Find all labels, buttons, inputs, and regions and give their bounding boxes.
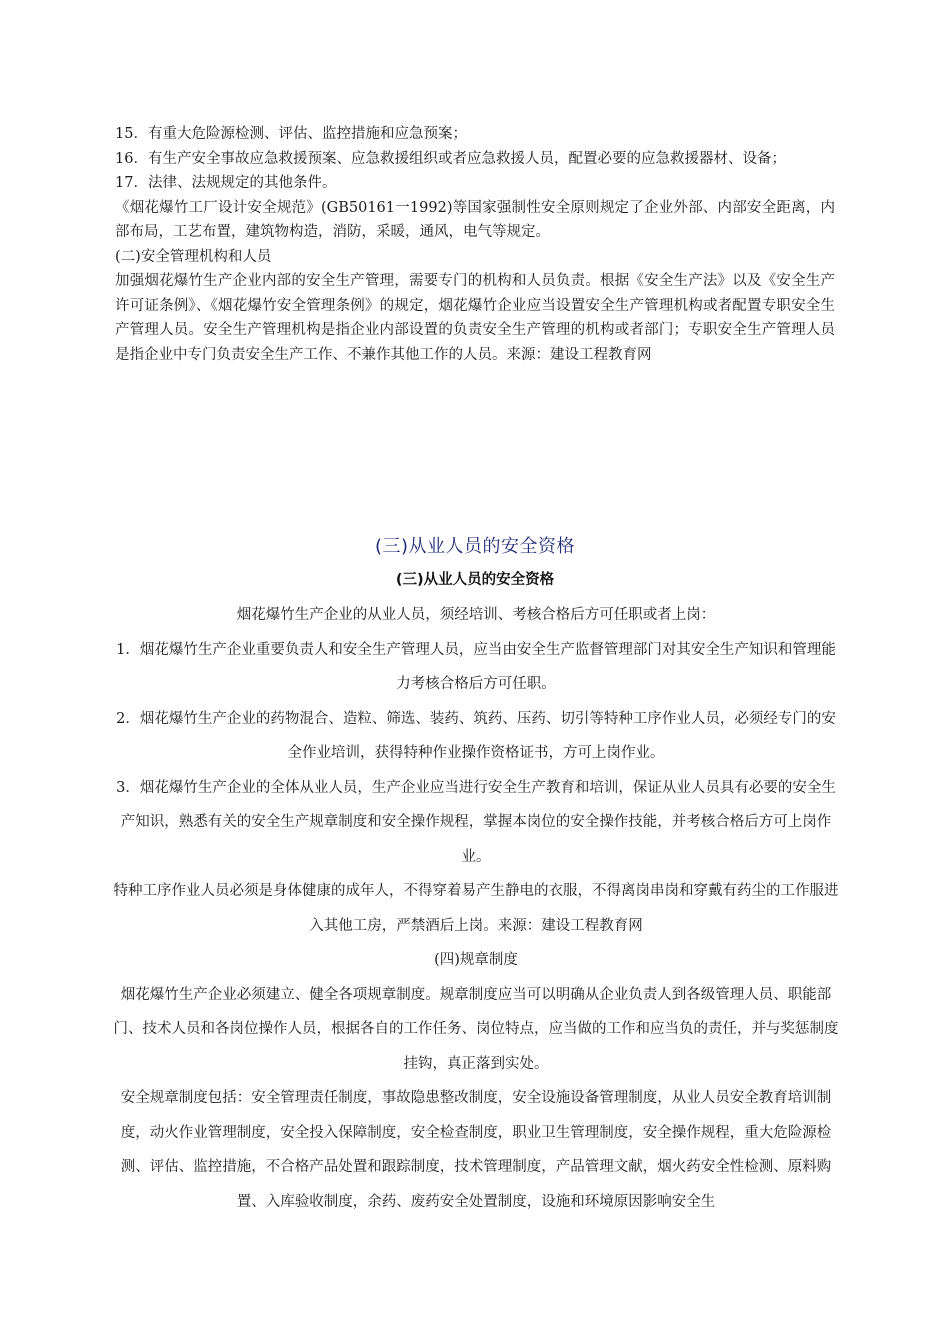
section-title-rules: (四)规章制度 bbox=[434, 952, 518, 968]
section-heading-sub: (三)从业人员的安全资格 bbox=[395, 572, 555, 588]
paragraph-item-3: 3．烟花爆竹生产企业的全体从业人员，生产企业应当进行安全生产教育和培训，保证从业人员具有必要的安全生产知识，熟悉有关的安全生产规章制度和安全操作规程，掌握本岗位的安全操作技能，并考核合格后方可上岗作业。 bbox=[116, 779, 836, 865]
paragraph-item-15: 15．有重大危险源检测、评估、监控措施和应急预案； bbox=[115, 126, 467, 142]
section-title-management-org: (二)安全管理机构和人员 bbox=[115, 248, 272, 265]
paragraph-item-2: 2．烟花爆竹生产企业的药物混合、造粒、筛选、装药、筑药、压药、切引等特种工序作业人员，必须经专门的安全作业培训，获得特种作业操作资格证书，方可上岗作业。 bbox=[116, 710, 836, 761]
paragraph-rules: 烟花爆竹生产企业必须建立、健全各项规章制度。规章制度应当可以明确从企业负责人到各级管理人员、职能部门、技术人员和各岗位操作人员，根据各自的工作任务、岗位特点，应当做的工作和应当负的责任，并与奖惩制度挂钩，真正落到实处。 bbox=[113, 986, 839, 1072]
paragraph-special-workers: 特种工序作业人员必须是身体健康的成年人，不得穿着易产生静电的衣服，不得离岗串岗和穿戴有药尘的工作服进入其他工房，严禁酒后上岗。来源：建设工程教育网 bbox=[113, 883, 839, 934]
paragraph-item-16: 16．有生产安全事故应急救援预案、应急救援组织或者应急救援人员，配置必要的应急救援器材、设备； bbox=[115, 150, 786, 167]
paragraph-item-17: 17．法律、法规规定的其他条件。 bbox=[115, 175, 337, 191]
paragraph-management-org: 加强烟花爆竹生产企业内部的安全生产管理，需要专门的机构和人员负责。根据《安全生产法》以及《安全生产许可证条例》、《烟花爆竹安全管理条例》的规定，烟花爆竹企业应当设置安全生产管理机构或者配置专职安全生产管理人员。安全生产管理机构是指企业内部设置的负责安全生产管理的机构或者部门；专职安全生产管理人员是指企业中专门负责安全生产工作、不兼作其他工作的人员。来源：建设工程教育网 bbox=[115, 273, 835, 363]
paragraph-design-standard: 《烟花爆竹工厂设计安全规范》(GB50161一1992)等国家强制性安全原则规定了企业外部、内部安全距离，内部布局，工艺布置，建筑物构造，消防，采暖，通风，电气等规定。 bbox=[115, 199, 835, 240]
section-heading-main: (三)从业人员的安全资格 bbox=[374, 536, 576, 557]
center-text-block bbox=[112, 598, 840, 1219]
paragraph-intro: 烟花爆竹生产企业的从业人员，须经培训、考核合格后方可任职或者上岗： bbox=[236, 607, 716, 623]
paragraph-rules-list: 安全规章制度包括：安全管理责任制度，事故隐患整改制度，安全设施设备管理制度，从业人员安全教育培训制度，动火作业管理制度，安全投入保障制度，安全检查制度，职业卫生管理制度，安全操作规程，重大危险源检测、评估、监控措施，不合格产品处置和跟踪制度，技术管理制度，产品管理文献，烟火药安全性检测、原料购置、入库验收制度，余药、废药安全处置制度，设施和环境原因影响安全生 bbox=[120, 1090, 832, 1210]
paragraph-item-1: 1．烟花爆竹生产企业重要负责人和安全生产管理人员，应当由安全生产监督管理部门对其安全生产知识和管理能力考核合格后方可任职。 bbox=[116, 641, 836, 692]
top-text-block bbox=[115, 122, 835, 367]
